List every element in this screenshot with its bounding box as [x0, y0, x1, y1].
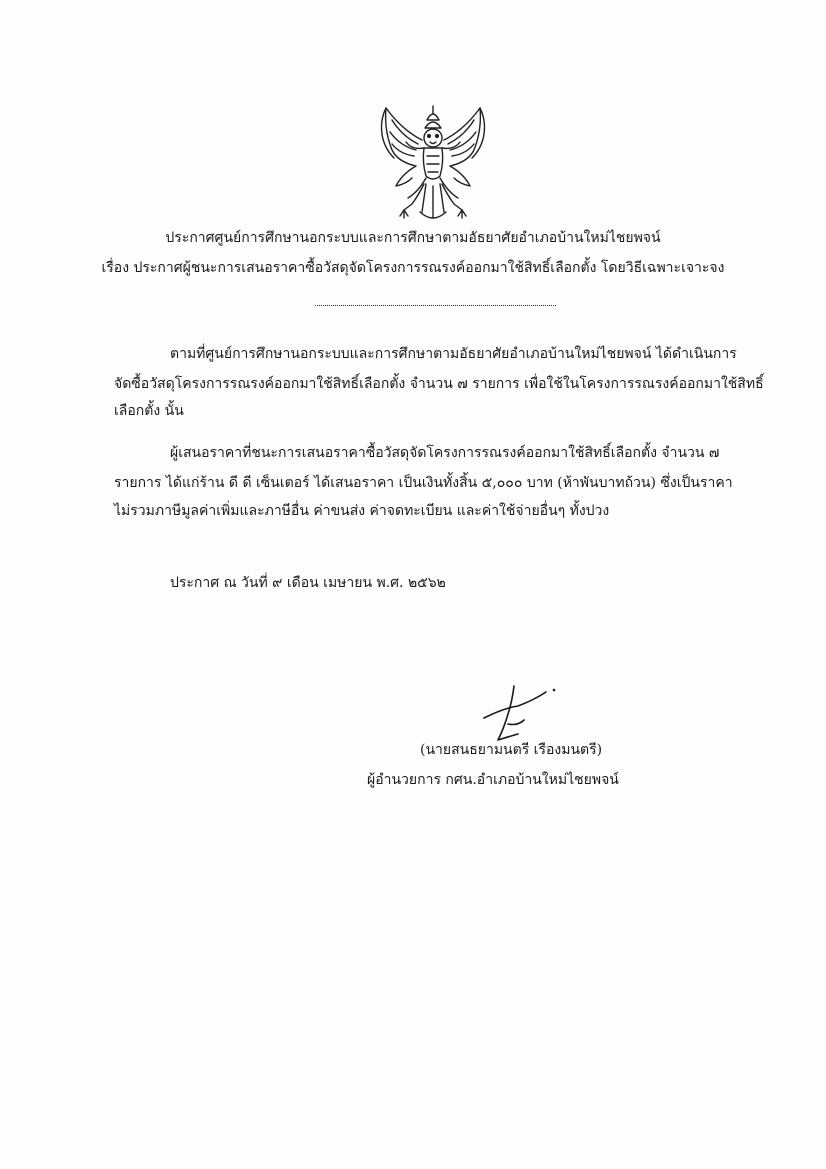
signatory-title: ผู้อำนวยการ กศน.อำเภอบ้านใหม่ไชยพจน์ [367, 772, 619, 788]
garuda-emblem-icon [372, 100, 494, 228]
signatory-name: (นายสนธยามนตรี เรืองมนตรี) [420, 742, 603, 758]
paragraph-1-line-3: เลือกตั้ง นั้น [114, 403, 184, 419]
announcement-heading: ประกาศศูนย์การศึกษานอกระบบและการศึกษาตามอัธยาศัยอำเภอบ้านใหม่ไชยพจน์ [165, 230, 661, 246]
dotted-divider [315, 305, 556, 306]
paragraph-1-line-1: ตามที่ศูนย์การศึกษานอกระบบและการศึกษาตามอัธยาศัยอำเภอบ้านใหม่ไชยพจน์ ได้ดำเนินการ [170, 346, 737, 362]
handwritten-signature [478, 684, 568, 748]
paragraph-2-line-3: ไม่รวมภาษีมูลค่าเพิ่มและภาษีอื่น ค่าขนส่ง ค่าจดทะเบียน และค่าใช้จ่ายอื่นๆ ทั้งปวง [114, 503, 610, 519]
announcement-subject: เรื่อง ประกาศผู้ชนะการเสนอราคาซื้อวัสดุจัดโครงการรณรงค์ออกมาใช้สิทธิ์เลือกตั้ง โดยวิธีเฉพาะเจาะจง [101, 260, 725, 276]
announcement-date: ประกาศ ณ วันที่ ๙ เดือน เมษายน พ.ศ. ๒๕๖๒ [170, 575, 446, 591]
paragraph-2-line-1: ผู้เสนอราคาที่ชนะการเสนอราคาซื้อวัสดุจัดโครงการรณรงค์ออกมาใช้สิทธิ์เลือกตั้ง จำนวน ๗ [170, 445, 720, 461]
paragraph-2-line-2: รายการ ได้แก่ร้าน ดี ดี เซ็นเตอร์ ได้เสนอราคา เป็นเงินทั้งสิ้น ๕,๐๐๐ บาท (ห้าพันบาทถ้วน) ซึ่งเป็นราคา [114, 475, 733, 491]
paragraph-1-line-2: จัดซื้อวัสดุโครงการรณรงค์ออกมาใช้สิทธิ์เลือกตั้ง จำนวน ๗ รายการ เพื่อใช้ในโครงการรณรงค์ออกมาใช้สิทธิ์ [114, 376, 764, 392]
